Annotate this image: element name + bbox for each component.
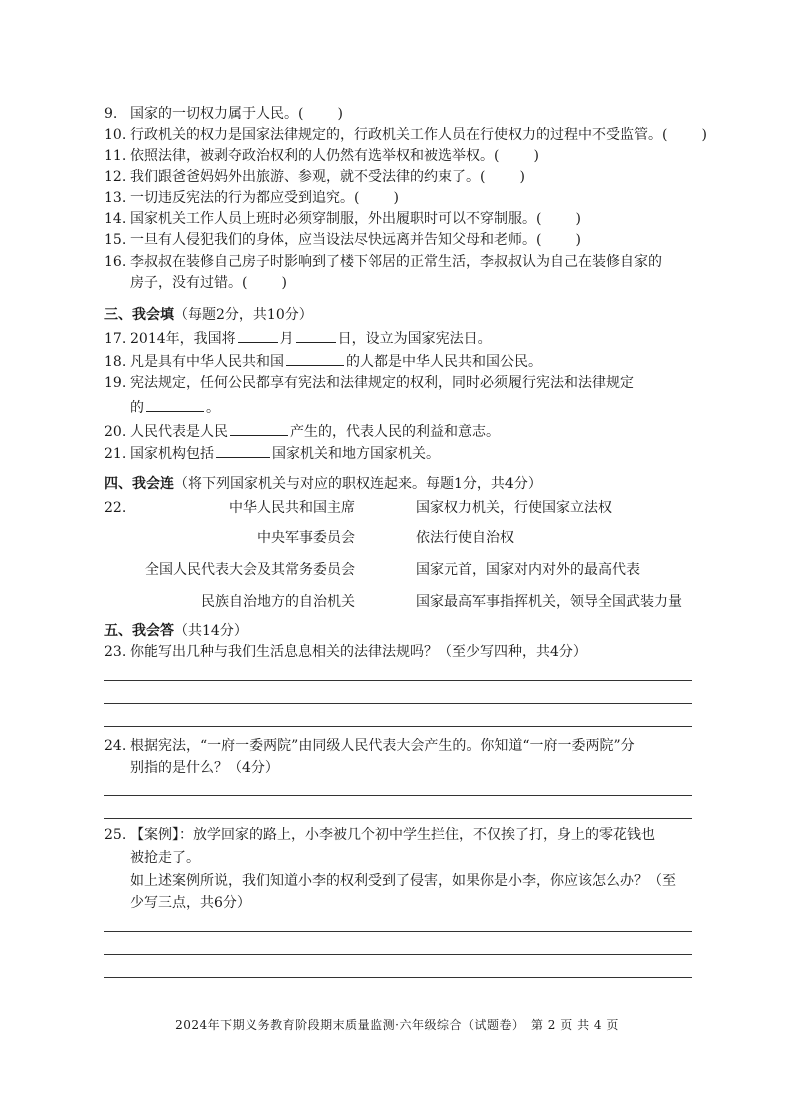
section-4-heading: 四、我会连（将下列国家机关与对应的职权连起来。每题1分，共4分）	[104, 476, 542, 492]
answer-line[interactable]	[104, 954, 692, 955]
match-left-item[interactable]: 全国人民代表大会及其常务委员会	[145, 562, 355, 578]
answer-line[interactable]	[104, 818, 692, 819]
question-22-number: 22.	[104, 500, 127, 516]
question-15: 15. 一旦有人侵犯我们的身体，应当设法尽快远离并告知父母和老师。( )	[104, 232, 581, 248]
section-5-heading: 五、我会答（共14分）	[104, 623, 248, 639]
match-right-item[interactable]: 国家元首，国家对内对外的最高代表	[416, 562, 640, 578]
question-19: 19. 宪法规定，任何公民都享有宪法和法律规定的权利，同时必须履行宪法和法律规定	[104, 375, 634, 391]
question-11: 11. 依照法律，被剥夺政治权利的人仍然有选举权和被选举权。( )	[104, 148, 539, 164]
question-14: 14. 国家机关工作人员上班时必须穿制服，外出履职时可以不穿制服。( )	[104, 211, 581, 227]
match-right-item[interactable]: 依法行使自治权	[416, 530, 514, 546]
question-20: 20. 人民代表是人民 产生的，代表人民的利益和意志。	[104, 420, 500, 442]
fill-blank[interactable]	[286, 350, 344, 366]
answer-line[interactable]	[104, 680, 692, 681]
fill-blank[interactable]	[238, 327, 278, 343]
question-9: 9. 国家的一切权力属于人民。( )	[104, 106, 343, 122]
match-left-item[interactable]: 中央军事委员会	[257, 530, 355, 546]
question-18: 18. 凡是具有中华人民共和国 的人都是中华人民共和国公民。	[104, 350, 542, 372]
match-right-item[interactable]: 国家权力机关，行使国家立法权	[416, 500, 612, 516]
question-24: 24. 根据宪法，“一府一委两院”由同级人民代表大会产生的。你知道“一府一委两院”分	[104, 738, 635, 754]
question-19-continued: 的 。	[130, 396, 220, 418]
section-3-heading: 三、我会填（每题2分，共10分）	[104, 307, 313, 323]
question-25-line-2: 被抢走了。	[130, 850, 200, 866]
answer-line[interactable]	[104, 703, 692, 704]
question-13: 13. 一切违反宪法的行为都应受到追究。( )	[104, 190, 399, 206]
fill-blank[interactable]	[146, 396, 204, 412]
answer-line[interactable]	[104, 977, 692, 978]
question-25-line-3: 如上述案例所说，我们知道小李的权利受到了侵害，如果你是小李，你应该怎么办？（至	[130, 873, 676, 889]
answer-line[interactable]	[104, 931, 692, 932]
question-21: 21. 国家机构包括 国家机关和地方国家机关。	[104, 442, 440, 464]
page-footer: 2024年下期义务教育阶段期末质量监测·六年级综合（试题卷） 第 2 页 共 4 页	[175, 1018, 619, 1032]
answer-line[interactable]	[104, 795, 692, 796]
question-16-continued: 房子，没有过错。( )	[130, 275, 287, 291]
question-10: 10. 行政机关的权力是国家法律规定的，行政机关工作人员在行使权力的过程中不受监管。( )	[104, 127, 707, 143]
question-12: 12. 我们跟爸爸妈妈外出旅游、参观，就不受法律的约束了。( )	[104, 169, 525, 185]
fill-blank[interactable]	[216, 442, 270, 458]
match-left-item[interactable]: 民族自治地方的自治机关	[201, 594, 355, 610]
question-25-line-4: 少写三点，共6分）	[130, 895, 251, 911]
question-16: 16. 李叔叔在装修自己房子时影响到了楼下邻居的正常生活，李叔叔认为自己在装修自家的	[104, 254, 662, 270]
match-left-item[interactable]: 中华人民共和国主席	[229, 500, 355, 516]
match-right-item[interactable]: 国家最高军事指挥机关，领导全国武装力量	[416, 594, 682, 610]
question-17: 17. 2014年，我国将 月 日，设立为国家宪法日。	[104, 327, 492, 349]
fill-blank[interactable]	[230, 420, 288, 436]
fill-blank[interactable]	[296, 327, 336, 343]
question-25: 25. 【案例】：放学回家的路上，小李被几个初中学生拦住，不仅挨了打，身上的零花钱也	[104, 827, 655, 843]
question-23: 23. 你能写出几种与我们生活息息相关的法律法规吗？（至少写四种，共4分）	[104, 644, 587, 660]
answer-line[interactable]	[104, 726, 692, 727]
question-24-continued: 别指的是什么？（4分）	[130, 760, 279, 776]
